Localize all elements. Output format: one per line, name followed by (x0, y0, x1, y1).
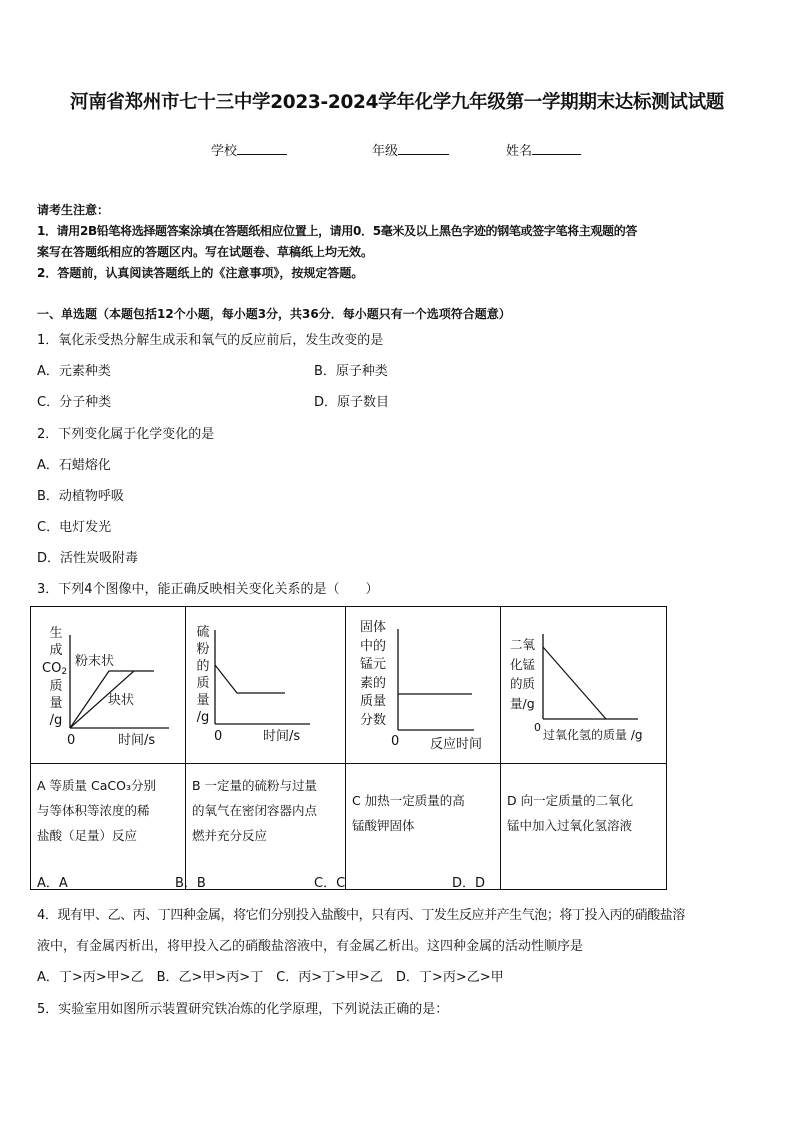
desc-a-line3: 盐酸（足量）反应 (37, 828, 138, 843)
graph-a-ylabel-3: 质 (49, 679, 63, 694)
graph-b-ylabel (195, 624, 211, 726)
desc-c-cell (346, 764, 501, 890)
q4-line1: 4．现有甲、乙、丙、丁四种金属，将它们分别投入盐酸中，只有丙、丁发生反应并产生气泡；将丁投入丙的硝酸盐溶 (37, 908, 685, 923)
graph-c-ylabel-5: 质量 (360, 694, 387, 709)
q1-stem: 1．氧化汞受热分解生成汞和氧气的反应前后，发生改变的是 (37, 333, 384, 348)
page-title: 河南省郑州市七十三中学2023-2024学年化学九年级第一学期期末达标测试试题 (70, 92, 724, 113)
name-field (506, 140, 581, 159)
q3-option-b: B．B (175, 876, 206, 891)
desc-b-line3: 燃并充分反应 (192, 828, 268, 843)
graph-d-origin: 0 (534, 721, 541, 734)
graph-a-block-label: 块状 (108, 693, 135, 708)
graph-a-ylabel-5: /g (49, 713, 63, 728)
graph-d-ylabel-2: 化锰 (510, 656, 536, 672)
graph-b-ylabel-5: 量 (196, 693, 210, 708)
graph-d-ylabel-4: 量/g (510, 695, 535, 711)
q3-option-c: C．C (314, 876, 346, 891)
desc-b-line2: 的氧气在密闭容器内点 (192, 803, 318, 818)
q1-option-a: A．元素种类 (37, 364, 111, 379)
q3-graph-table (30, 606, 667, 890)
graph-a-origin: 0 (67, 733, 76, 748)
graph-a-xlabel: 时间/s (118, 733, 156, 748)
graph-a-ylabel-4: 量 (49, 696, 63, 711)
desc-a-cell (31, 764, 186, 890)
grade-field (372, 140, 449, 159)
q2-option-d: D．活性炭吸附毒 (37, 551, 139, 566)
graph-c-ylabel-6: 分数 (360, 712, 387, 728)
desc-b-line1: B 一定量的硫粉与过量 (192, 778, 318, 793)
graph-b-origin: 0 (214, 729, 223, 744)
section-heading: 一、单选题（本题包括12个小题，每小题3分，共36分．每小题只有一个选项符合题意） (37, 307, 511, 321)
grade-blank (398, 142, 449, 155)
desc-b-cell (186, 764, 346, 890)
graph-d-ylabel-3: 的质 (510, 676, 536, 691)
graph-b-mass-line (215, 665, 285, 693)
q3-option-d: D．D (452, 876, 486, 891)
notice-item1-line1: 1．请用2B铅笔将选择题答案涂填在答题纸相应位置上，请用0．5毫米及以上黑色字迹的钢笔或签字笔将主观题的答 (37, 224, 637, 238)
graph-b-ylabel-1: 硫 (196, 625, 210, 640)
q2-option-c: C．电灯发光 (37, 520, 112, 535)
graph-d-xlabel: 过氧化氢的质量 /g (543, 728, 643, 742)
graph-a-ylabel-top (48, 625, 64, 659)
desc-d-cell (501, 764, 667, 890)
graph-b-ylabel-4: 质 (196, 676, 210, 691)
school-label: 学校 (211, 144, 238, 159)
graph-d-cell (501, 607, 667, 764)
graph-a-ylabel-bottom (48, 678, 64, 729)
q1-option-d: D．原子数目 (314, 395, 390, 410)
q1-option-c: C．分子种类 (37, 395, 112, 410)
grade-label: 年级 (372, 144, 399, 159)
desc-c-line2: 锰酸钾固体 (352, 818, 415, 833)
graph-c-xlabel: 反应时间 (430, 737, 483, 752)
q5-stem: 5．实验室用如图所示装置研究铁冶炼的化学原理，下列说法正确的是： (37, 1002, 449, 1017)
graph-c-cell (346, 607, 501, 764)
graph-a-co2-sub: 2 (61, 667, 68, 677)
graph-d-ylabel (510, 635, 535, 713)
school-field (211, 140, 287, 159)
graph-d-ylabel-1: 二氧 (510, 637, 536, 652)
desc-d-line2: 锰中加入过氧化氢溶液 (507, 818, 633, 833)
q3-stem: 3．下列4个图像中，能正确反映相关变化关系的是（ ） (37, 582, 379, 597)
desc-a-line2: 与等体积等浓度的稀 (37, 803, 150, 818)
graph-d-mno2-line (543, 647, 606, 719)
graph-c-origin: 0 (391, 734, 400, 749)
graph-b-ylabel-3: 的 (196, 659, 210, 674)
graph-c-ylabel (360, 619, 386, 730)
graph-a-ylabel-1: 生 (49, 626, 63, 641)
graph-c-ylabel-2: 中的 (360, 638, 387, 654)
notice-item1-line2: 案写在答题纸相应的答题区内。写在试题卷、草稿纸上均无效。 (37, 245, 374, 259)
graph-c-ylabel-3: 锰元 (360, 657, 387, 672)
q2-option-b: B．动植物呼吸 (37, 489, 124, 504)
desc-d-line1: D 向一定质量的二氧化 (507, 793, 634, 808)
name-blank (532, 142, 581, 155)
graph-a-cell (31, 607, 186, 764)
graph-b-ylabel-2: 粉 (196, 642, 210, 657)
q2-option-a: A．石蜡熔化 (37, 458, 111, 473)
notice-item2: 2．答题前，认真阅读答题纸上的《注意事项》，按规定答题。 (37, 266, 364, 280)
graph-a-powder-label: 粉末状 (75, 654, 115, 669)
q1-option-b: B．原子种类 (314, 364, 388, 379)
school-blank (237, 142, 287, 155)
graph-b-ylabel-6: /g (196, 710, 210, 725)
notice-heading: 请考生注意： (37, 203, 110, 217)
q4-line2: 液中，有金属丙析出，将甲投入乙的硝酸盐溶液中，有金属乙析出。这四种金属的活动性顺序是 (37, 939, 584, 954)
graph-a-co2-text: CO (42, 661, 62, 676)
q3-option-a: A．A (37, 876, 68, 891)
q2-stem: 2．下列变化属于化学变化的是 (37, 427, 215, 442)
graph-b-xlabel: 时间/s (263, 729, 301, 744)
graph-b-cell (186, 607, 346, 764)
name-label: 姓名 (506, 144, 533, 159)
graph-c-ylabel-1: 固体 (360, 620, 387, 635)
graph-a-ylabel-2: 成 (49, 643, 63, 658)
q4-options: A．丁>丙>甲>乙 B．乙>甲>丙>丁 C．丙>丁>甲>乙 D．丁>丙>乙>甲 (37, 970, 504, 985)
desc-c-line1: C 加热一定质量的高 (352, 793, 465, 808)
graph-c-ylabel-4: 素的 (360, 675, 387, 691)
desc-a-line1: A 等质量 CaCO₃分别 (37, 778, 156, 793)
